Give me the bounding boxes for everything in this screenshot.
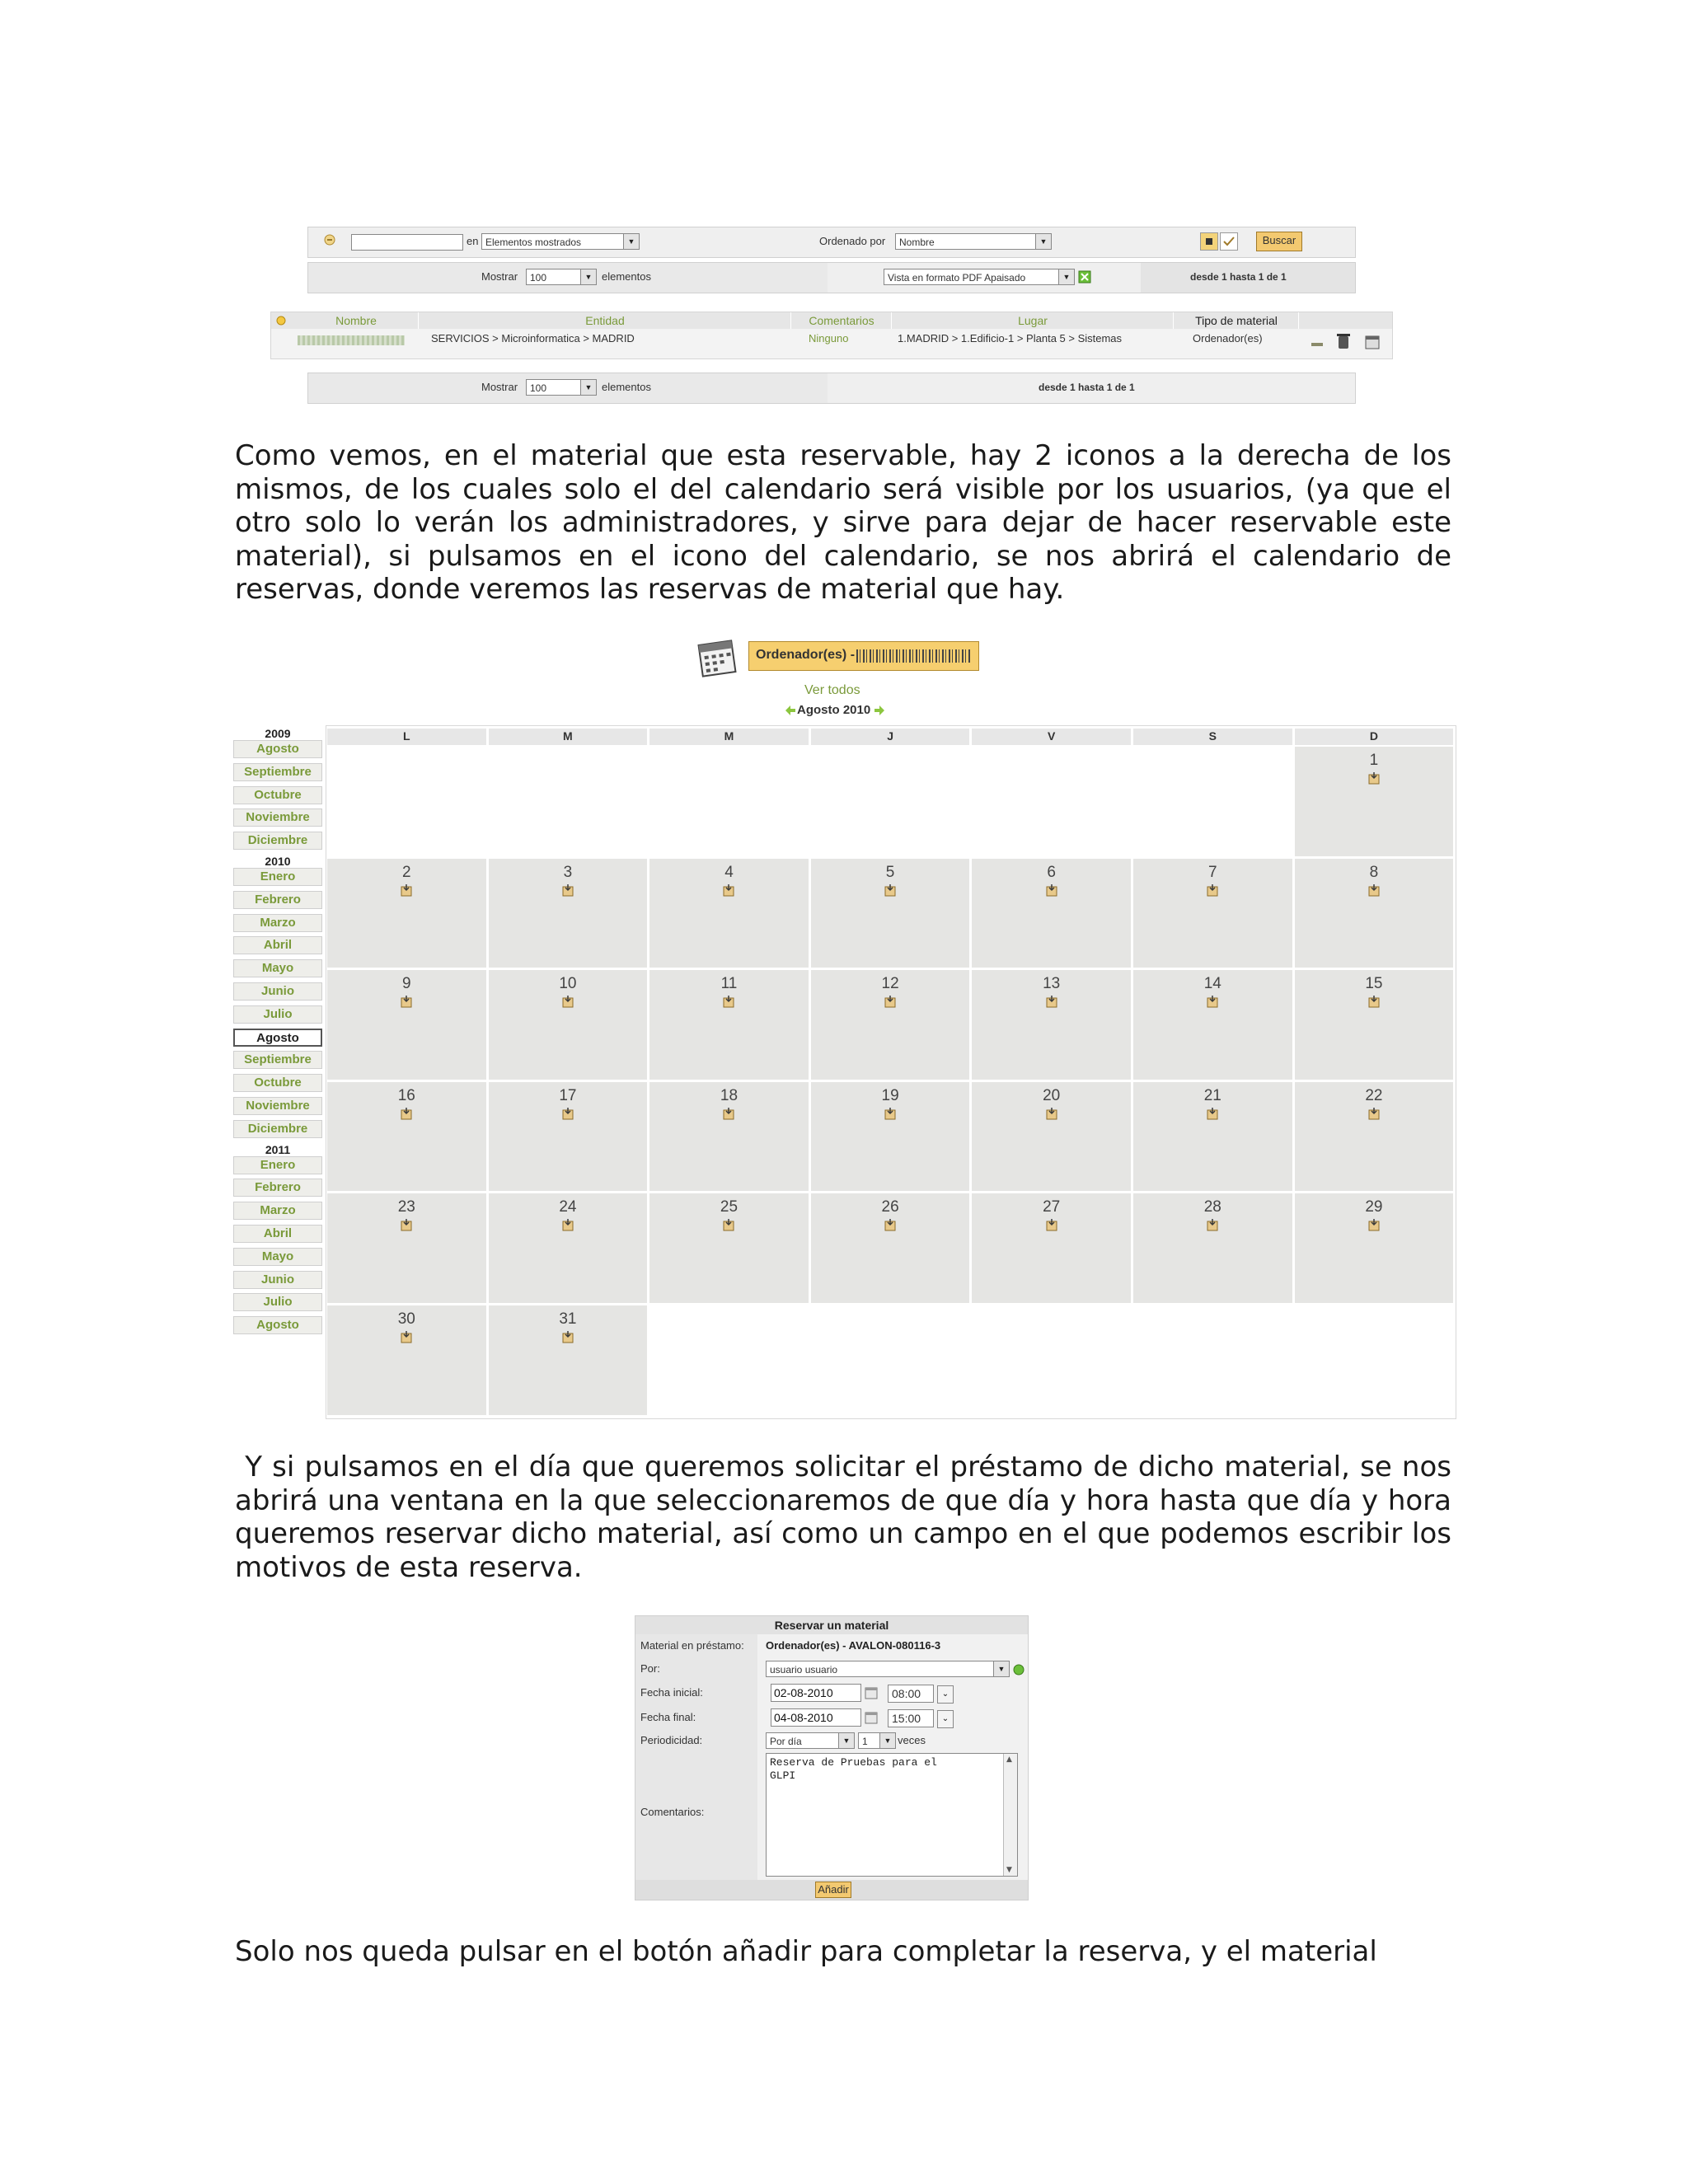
- add-reservation-icon[interactable]: [1206, 1107, 1219, 1120]
- calendar-day[interactable]: [972, 1082, 1131, 1192]
- comments-scrollbar[interactable]: [1003, 1754, 1017, 1876]
- p2-line-1: Y si pulsamos en el día que queremos solicitar el préstamo de dicho material, se nos: [235, 1451, 1451, 1483]
- search-button[interactable]: Buscar: [1256, 232, 1302, 251]
- day-number: 28: [1203, 1198, 1221, 1216]
- weekday-header: D: [1295, 729, 1454, 745]
- see-all-link[interactable]: Ver todos: [804, 683, 860, 697]
- sidebar-month[interactable]: Agosto: [233, 1029, 322, 1047]
- add-reservation-icon[interactable]: [400, 1107, 413, 1120]
- sort-select-value: Nombre: [899, 237, 935, 248]
- day-number: 14: [1203, 975, 1221, 993]
- calendar-item-title-text: Ordenador(es) -: [756, 648, 856, 662]
- sort-label: Ordenado por: [819, 235, 886, 247]
- end-date-picker-icon[interactable]: [865, 1711, 878, 1724]
- table-header-row: [271, 312, 1392, 329]
- day-number: 9: [402, 975, 411, 993]
- end-date-input[interactable]: [771, 1708, 861, 1727]
- sidebar-month[interactable]: Abril: [233, 1225, 322, 1243]
- form-title-row: [635, 1616, 1028, 1634]
- add-reservation-icon[interactable]: [1045, 1218, 1058, 1231]
- calendar-day[interactable]: [1133, 970, 1292, 1080]
- start-date-picker-icon[interactable]: [865, 1686, 878, 1699]
- p1-line-2: mismos, de los cuales solo el del calendario será visible por los usuarios, (ya que el: [235, 472, 1451, 506]
- chevron-down-icon: ▼: [1058, 269, 1074, 284]
- col-nombre[interactable]: Nombre: [294, 312, 419, 329]
- row-por: [635, 1657, 1028, 1680]
- sidebar-month[interactable]: Noviembre: [233, 1097, 322, 1115]
- row-periodicidad: [635, 1730, 1028, 1751]
- chevron-down-icon: ▼: [838, 1733, 854, 1748]
- calendar-day[interactable]: [649, 1193, 809, 1303]
- p2-line-4: motivos de esta reserva.: [235, 1550, 583, 1584]
- start-date-input[interactable]: [771, 1684, 861, 1702]
- month-nav: [785, 702, 884, 719]
- p1-line-5: reservas, donde veremos las reservas de material que hay.: [235, 573, 1065, 606]
- day-number: 23: [397, 1198, 415, 1216]
- weekday-header: L: [327, 729, 486, 745]
- add-reservation-icon[interactable]: [1206, 883, 1219, 897]
- period-select[interactable]: [766, 1732, 855, 1749]
- add-reservation-icon[interactable]: [400, 883, 413, 897]
- calendar-day[interactable]: [489, 1082, 648, 1192]
- sort-select[interactable]: [895, 233, 1052, 250]
- calendar-day[interactable]: [972, 859, 1131, 968]
- end-label: Fecha final:: [640, 1711, 696, 1723]
- row-comentarios: Ninguno: [809, 332, 849, 344]
- sidebar-month[interactable]: Junio: [233, 982, 322, 1001]
- end-time-value: 15:00: [892, 1712, 921, 1725]
- weekday-header: V: [972, 729, 1131, 745]
- p1-line-1: Como vemos, en el material que esta reservable, hay 2 iconos a la derecha de los: [235, 439, 1451, 472]
- sidebar-month[interactable]: Noviembre: [233, 808, 322, 827]
- list-footer-bar: [307, 373, 1356, 404]
- calendar-day[interactable]: [1133, 1082, 1292, 1192]
- day-number: 8: [1369, 863, 1379, 881]
- day-number: 4: [724, 863, 734, 881]
- sidebar-month[interactable]: Marzo: [233, 1202, 322, 1220]
- add-reservation-icon[interactable]: [561, 1218, 574, 1231]
- sidebar-month[interactable]: Octubre: [233, 1074, 322, 1092]
- period-select-value: Por día: [770, 1736, 802, 1747]
- calendar-day[interactable]: [811, 859, 970, 968]
- elements-label: elementos: [602, 270, 651, 283]
- comments-value: Reserva de Pruebas para el GLPI: [770, 1756, 937, 1782]
- day-number: 25: [720, 1198, 738, 1216]
- sidebar-month[interactable]: Julio: [233, 1293, 322, 1311]
- weekday-header: M: [649, 729, 809, 745]
- add-reservation-icon[interactable]: [884, 1107, 897, 1120]
- field-select-value: Elementos mostrados: [485, 237, 582, 248]
- add-reservation-icon[interactable]: [400, 1218, 413, 1231]
- calendar-icon[interactable]: [1364, 334, 1381, 350]
- calendar-day[interactable]: [649, 859, 809, 968]
- list-table: [270, 312, 1393, 359]
- p1-line-3: otro solo lo verán los administradores, y sirve para dejar de hacer reservable este: [235, 506, 1451, 539]
- start-label: Fecha inicial:: [640, 1686, 703, 1699]
- day-number: 27: [1043, 1198, 1061, 1216]
- row-entidad: SERVICIOS > Microinformatica > MADRID: [431, 332, 635, 344]
- weekday-header: S: [1133, 729, 1292, 745]
- field-select[interactable]: [481, 233, 640, 250]
- sidebar-month[interactable]: Agosto: [233, 740, 322, 758]
- sidebar-month[interactable]: Diciembre: [233, 1120, 322, 1138]
- show-count-value: 100: [530, 272, 547, 284]
- day-number: 16: [397, 1086, 415, 1104]
- list-search-bar: [307, 227, 1356, 258]
- calendar-day[interactable]: [811, 1082, 970, 1192]
- calendar-day[interactable]: [489, 1305, 648, 1415]
- col-comentarios[interactable]: Comentarios: [792, 312, 892, 329]
- header-sun-icon: [274, 314, 288, 327]
- sidebar-month[interactable]: Mayo: [233, 1248, 322, 1266]
- day-number: 17: [559, 1086, 577, 1104]
- sidebar-month[interactable]: Octubre: [233, 786, 322, 804]
- calendar-day[interactable]: [972, 1193, 1131, 1303]
- por-select[interactable]: [766, 1661, 1010, 1677]
- add-reservation-icon[interactable]: [400, 995, 413, 1008]
- end-time-select[interactable]: [888, 1709, 934, 1727]
- barcode-redacted: [856, 649, 970, 663]
- start-time-chevron-icon[interactable]: ⌄: [937, 1685, 954, 1704]
- end-date-value: 04-08-2010: [774, 1711, 833, 1724]
- por-label: Por:: [640, 1662, 660, 1675]
- sidebar-month[interactable]: Enero: [233, 868, 322, 886]
- chevron-down-icon: ▼: [993, 1661, 1009, 1676]
- row-start: [635, 1680, 1028, 1705]
- add-reservation-icon[interactable]: [1045, 1107, 1058, 1120]
- calendar-day[interactable]: [489, 859, 648, 968]
- export-icon[interactable]: [1078, 270, 1091, 284]
- add-button[interactable]: Añadir: [815, 1882, 851, 1898]
- next-month-arrow-icon[interactable]: [874, 704, 885, 715]
- add-reservation-icon[interactable]: [561, 1107, 574, 1120]
- period-count-value: 1: [862, 1736, 868, 1747]
- day-number: 31: [559, 1310, 577, 1328]
- blurred-name[interactable]: [298, 335, 405, 345]
- row-lugar: 1.MADRID > 1.Edificio-1 > Planta 5 > Sistemas: [898, 332, 1123, 344]
- calendar-day[interactable]: [489, 1193, 648, 1303]
- sidebar-year: 2011: [265, 1142, 291, 1156]
- form-footer: [635, 1880, 1028, 1900]
- day-number: 19: [881, 1086, 899, 1104]
- day-number: 11: [720, 975, 738, 993]
- day-number: 6: [1047, 863, 1056, 881]
- add-reservation-icon[interactable]: [561, 995, 574, 1008]
- sidebar-month[interactable]: Marzo: [233, 914, 322, 932]
- show-count-select[interactable]: [526, 269, 597, 285]
- calendar-day[interactable]: [1295, 747, 1454, 856]
- sidebar-month[interactable]: Abril: [233, 936, 322, 954]
- scroll-down-icon[interactable]: ▼: [1006, 1866, 1012, 1874]
- calendar-large-icon: [696, 636, 738, 677]
- add-reservation-icon[interactable]: [884, 1218, 897, 1231]
- row-material: [635, 1634, 1028, 1657]
- export-select[interactable]: [884, 269, 1075, 285]
- calendar-item-title: [748, 641, 979, 671]
- period-label: Periodicidad:: [640, 1734, 703, 1746]
- calendar-day[interactable]: [327, 970, 486, 1080]
- sidebar-month[interactable]: Septiembre: [233, 763, 322, 781]
- sidebar-month[interactable]: Diciembre: [233, 832, 322, 850]
- comments-textarea[interactable]: [766, 1753, 1018, 1877]
- col-lugar[interactable]: Lugar: [893, 312, 1174, 329]
- add-reservation-icon[interactable]: [1045, 883, 1058, 897]
- start-time-select[interactable]: [888, 1685, 934, 1703]
- add-reservation-icon[interactable]: [1367, 1218, 1381, 1231]
- period-unit: veces: [898, 1734, 926, 1746]
- add-reservation-icon[interactable]: [884, 883, 897, 897]
- day-number: 18: [720, 1086, 738, 1104]
- day-number: 24: [559, 1198, 577, 1216]
- end-time-chevron-icon[interactable]: ⌄: [937, 1710, 954, 1728]
- calendar-day[interactable]: [1295, 1193, 1454, 1303]
- col-entidad[interactable]: Entidad: [420, 312, 791, 329]
- day-number: 29: [1365, 1198, 1383, 1216]
- footer-range-text: desde 1 hasta 1 de 1: [1039, 382, 1135, 393]
- row-end: [635, 1705, 1028, 1730]
- day-number: 7: [1208, 863, 1217, 881]
- footer-show-count-select[interactable]: [526, 379, 597, 396]
- add-reservation-icon[interactable]: [722, 995, 735, 1008]
- sidebar-month[interactable]: Septiembre: [233, 1051, 322, 1069]
- calendar-day[interactable]: [811, 970, 970, 1080]
- sidebar-month[interactable]: Agosto: [233, 1316, 322, 1334]
- sidebar-month[interactable]: Julio: [233, 1005, 322, 1024]
- paragraph-1: [235, 439, 1451, 607]
- footer-show-count-value: 100: [530, 382, 547, 394]
- material-value: Ordenador(es) - AVALON-080116-3: [766, 1639, 941, 1652]
- day-number: 5: [885, 863, 895, 881]
- chevron-down-icon: ▼: [879, 1733, 895, 1748]
- weekday-header: J: [811, 729, 970, 745]
- add-reservation-icon[interactable]: [1367, 1107, 1381, 1120]
- form-title: Reservar un material: [774, 1619, 889, 1632]
- calendar-day[interactable]: [1133, 859, 1292, 968]
- calendar-day[interactable]: [1295, 970, 1454, 1080]
- table-row: [271, 330, 1392, 357]
- add-reservation-icon[interactable]: [1045, 995, 1058, 1008]
- footer-show-label: Mostrar: [481, 381, 518, 393]
- add-reservation-icon[interactable]: [1367, 995, 1381, 1008]
- search-input[interactable]: [351, 234, 463, 251]
- add-reservation-icon[interactable]: [1367, 771, 1381, 785]
- calendar-day[interactable]: [1295, 1082, 1454, 1192]
- add-reservation-icon[interactable]: [561, 883, 574, 897]
- sidebar-year: 2010: [265, 855, 291, 868]
- weekday-header: M: [489, 729, 648, 745]
- calendar-day[interactable]: [1133, 1193, 1292, 1303]
- p3-line-1: Solo nos queda pulsar en el botón añadir para completar la reserva, y el material: [235, 1935, 1377, 1968]
- scroll-up-icon[interactable]: ▲: [1006, 1755, 1012, 1764]
- day-number: 10: [559, 975, 577, 993]
- calendar-day[interactable]: [489, 970, 648, 1080]
- close-search-icon[interactable]: [1200, 232, 1218, 251]
- add-reservation-icon[interactable]: [722, 883, 735, 897]
- day-number: 12: [881, 975, 899, 993]
- day-number: 15: [1365, 975, 1383, 993]
- por-select-value: usuario usuario: [770, 1664, 838, 1675]
- sidebar-month[interactable]: Enero: [233, 1156, 322, 1174]
- add-reservation-icon[interactable]: [1367, 883, 1381, 897]
- add-reservation-icon[interactable]: [722, 1107, 735, 1120]
- add-reservation-icon[interactable]: [884, 995, 897, 1008]
- calendar-day[interactable]: [327, 859, 486, 968]
- current-month-label: Agosto 2010: [797, 703, 871, 717]
- paragraph-3: [235, 1935, 1451, 1969]
- chevron-down-icon: ▼: [1035, 234, 1051, 249]
- p2-line-3: queremos reservar dicho material, así como un campo en el que podemos escribir los: [235, 1517, 1451, 1550]
- trash-icon[interactable]: [1336, 332, 1351, 350]
- row-comentarios: [635, 1751, 1028, 1880]
- day-number: 2: [402, 863, 411, 881]
- add-reservation-icon[interactable]: [400, 1330, 413, 1343]
- add-reservation-icon[interactable]: [561, 1330, 574, 1343]
- period-count-select[interactable]: [858, 1732, 896, 1749]
- start-time-value: 08:00: [892, 1687, 921, 1700]
- calendar-day[interactable]: [972, 970, 1131, 1080]
- prev-month-arrow-icon[interactable]: [785, 704, 796, 715]
- day-number: 30: [397, 1310, 415, 1328]
- calendar-day[interactable]: [327, 1193, 486, 1303]
- p2-line-2: abrirá una ventana en la que seleccionaremos de que día y hora hasta que día y hora: [235, 1483, 1451, 1517]
- day-number: 26: [881, 1198, 899, 1216]
- calendar-day[interactable]: [327, 1082, 486, 1192]
- col-tipo[interactable]: Tipo de material: [1175, 312, 1299, 329]
- user-search-icon[interactable]: [1013, 1663, 1025, 1675]
- calendar-day[interactable]: [811, 1193, 970, 1303]
- calendar-day[interactable]: [327, 1305, 486, 1415]
- export-select-value: Vista en formato PDF Apaisado: [888, 272, 1026, 284]
- calendar-day[interactable]: [649, 970, 809, 1080]
- sidebar-month[interactable]: Febrero: [233, 891, 322, 909]
- in-label: en: [467, 235, 479, 247]
- paragraph-2: [235, 1451, 1451, 1584]
- sidebar-month[interactable]: Junio: [233, 1271, 322, 1289]
- unreserve-icon[interactable]: [1311, 335, 1323, 342]
- day-number: 22: [1365, 1086, 1383, 1104]
- day-number: 1: [1369, 752, 1379, 769]
- p1-line-4: material), si pulsamos en el icono del calendario, se nos abrirá el calendario de: [235, 539, 1451, 573]
- day-number: 20: [1043, 1086, 1061, 1104]
- day-number: 21: [1203, 1086, 1221, 1104]
- sidebar-month[interactable]: Febrero: [233, 1179, 322, 1197]
- list-controls-bar: [307, 262, 1356, 293]
- calendar-day[interactable]: [649, 1082, 809, 1192]
- day-number: 3: [563, 863, 573, 881]
- start-date-value: 02-08-2010: [774, 1686, 833, 1699]
- add-reservation-icon[interactable]: [1206, 995, 1219, 1008]
- material-label: Material en préstamo:: [640, 1639, 744, 1652]
- sidebar-year: 2009: [265, 727, 291, 740]
- range-text: desde 1 hasta 1 de 1: [1190, 271, 1287, 283]
- filter-icon[interactable]: [323, 233, 336, 246]
- chevron-down-icon: ▼: [623, 234, 639, 249]
- footer-elements-label: elementos: [602, 381, 651, 393]
- comments-label: Comentarios:: [640, 1806, 705, 1818]
- calendar-day[interactable]: [1295, 859, 1454, 968]
- add-reservation-icon[interactable]: [1206, 1218, 1219, 1231]
- show-label: Mostrar: [481, 270, 518, 283]
- reservation-form: [635, 1615, 1029, 1900]
- day-number: 13: [1043, 975, 1061, 993]
- sidebar-month[interactable]: Mayo: [233, 959, 322, 977]
- add-reservation-icon[interactable]: [722, 1218, 735, 1231]
- chevron-down-icon: ▼: [580, 380, 596, 395]
- row-tipo: Ordenador(es): [1193, 332, 1263, 344]
- check-icon[interactable]: [1220, 232, 1238, 251]
- chevron-down-icon: ▼: [580, 269, 596, 284]
